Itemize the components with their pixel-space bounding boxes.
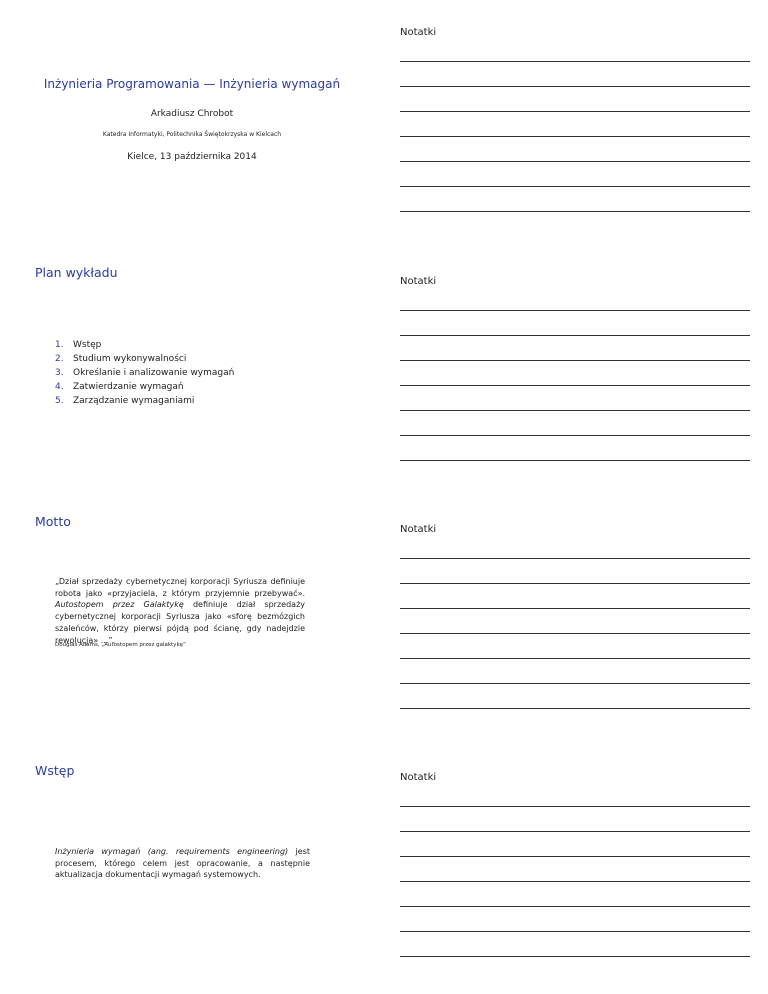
list-item: 4. Zatwierdzanie wymagań xyxy=(55,382,184,392)
notes-label: Notatki xyxy=(400,276,437,287)
note-line xyxy=(400,360,750,361)
list-item: 2. Studium wykonywalności xyxy=(55,354,187,364)
slide-title-motto: Motto xyxy=(35,514,71,529)
note-line xyxy=(400,310,750,311)
note-line xyxy=(400,658,750,659)
note-line xyxy=(400,956,750,957)
list-item: 3. Określanie i analizowanie wymagań xyxy=(55,368,235,378)
notes-panel-3 xyxy=(400,497,750,745)
notes-label: Notatki xyxy=(400,27,437,38)
notes-panel-2 xyxy=(400,248,750,496)
notes-label: Notatki xyxy=(400,524,437,535)
list-item: 5. Zarządzanie wymaganiami xyxy=(55,396,195,406)
note-line xyxy=(400,806,750,807)
note-line xyxy=(400,558,750,559)
note-line xyxy=(400,831,750,832)
note-line xyxy=(400,335,750,336)
note-line xyxy=(400,633,750,634)
note-line xyxy=(400,856,750,857)
note-line xyxy=(400,435,750,436)
note-line xyxy=(400,608,750,609)
lecture-outline-list xyxy=(55,338,234,408)
note-line xyxy=(400,708,750,709)
notes-panel-1 xyxy=(400,0,750,248)
note-line xyxy=(400,906,750,907)
note-line xyxy=(400,111,750,112)
note-line xyxy=(400,683,750,684)
note-line xyxy=(400,211,750,212)
note-line xyxy=(400,186,750,187)
institute-name: Katedra Informatyki, Politechnika Świętokrzyska w Kielcach xyxy=(102,131,282,138)
list-item: 1. Wstęp xyxy=(55,340,102,350)
presentation-date: Kielce, 13 października 2014 xyxy=(127,152,257,162)
note-line xyxy=(400,583,750,584)
quote-source: Douglas Adams, „Autostopem przez galaktykę” xyxy=(55,642,186,648)
note-line xyxy=(400,410,750,411)
intro-paragraph: Inżynieria wymagań (ang. requirements engineering) jest procesem, którego celem jest opracowanie, a następnie aktualizacja dokumentacji wymagań systemowych. xyxy=(55,847,310,880)
note-line xyxy=(400,136,750,137)
author-name: Arkadiusz Chrobot xyxy=(150,109,234,119)
note-line xyxy=(400,161,750,162)
note-line xyxy=(400,61,750,62)
presentation-title: Inżynieria Programowania — Inżynieria wymagań xyxy=(43,77,341,91)
slide-title-intro: Wstęp xyxy=(35,763,75,778)
notes-panel-4 xyxy=(400,746,750,994)
note-line xyxy=(400,460,750,461)
note-line xyxy=(400,881,750,882)
note-line xyxy=(400,86,750,87)
notes-label: Notatki xyxy=(400,772,437,783)
note-line xyxy=(400,931,750,932)
note-line xyxy=(400,385,750,386)
slide-title-page xyxy=(0,0,384,248)
motto-quote: „Dział sprzedaży cybernetycznej korporacji Syriusza definiuje robota jako «przyjaciela, z którym przyjemnie przebywać». Autostopem przez Galaktykę definiuje dział sprzedaży cybernetycznej korporacji Syriusza jako «sforę bezmózgich szaleńców, którzy pierwsi pójdą pod ścianę, gdy nadejdzie rewolucja» ...”. xyxy=(55,577,306,645)
slide-title-plan: Plan wykładu xyxy=(35,265,118,280)
